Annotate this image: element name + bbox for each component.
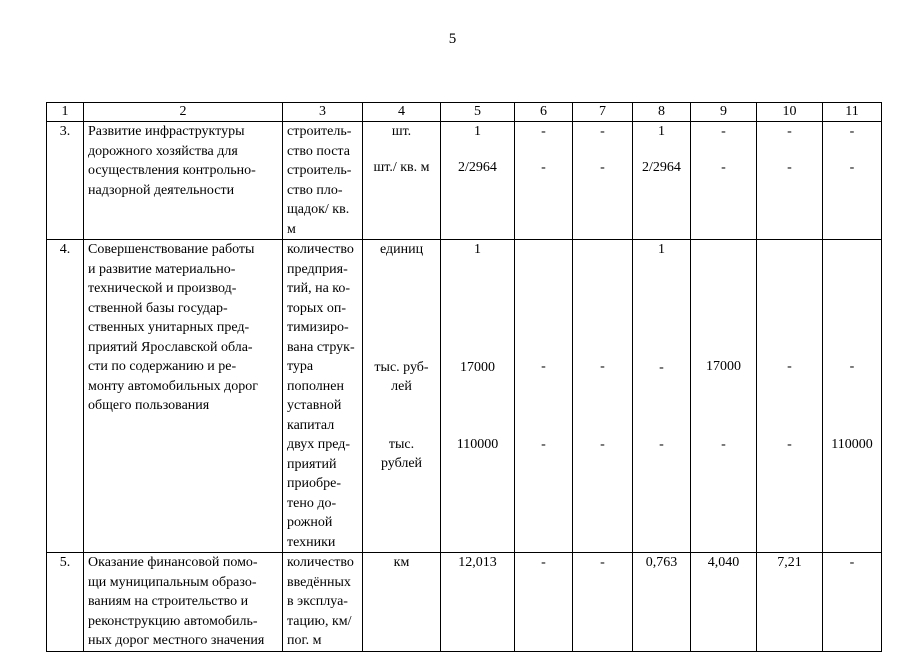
description-line: Оказание финансовой помо-	[88, 555, 258, 570]
value-cell	[441, 122, 515, 240]
description-line: щи муниципальным образо-	[88, 574, 257, 590]
col-header: 6	[515, 103, 573, 122]
value-cell	[633, 553, 691, 652]
row-indicator	[283, 122, 363, 240]
table-row	[47, 122, 882, 240]
col-header: 2	[84, 103, 283, 122]
value-cell	[823, 240, 882, 553]
cell-value: 1	[474, 124, 481, 139]
indicator-line: предприя-	[287, 261, 348, 277]
value-cell	[691, 553, 757, 652]
cell-value: -	[787, 436, 792, 452]
cell-value: -	[600, 436, 605, 452]
unit-value: тыс.	[388, 436, 415, 452]
row-number: 5.	[47, 553, 84, 652]
cell-value: -	[659, 437, 664, 452]
col-header: 10	[757, 103, 823, 122]
row-description	[84, 240, 283, 553]
table-row	[47, 240, 882, 553]
indicator-line: уставной	[287, 398, 342, 413]
cell-value: 1	[474, 242, 481, 257]
value-cell	[515, 553, 573, 652]
cell-value: 17000	[706, 359, 741, 374]
unit-value: шт./ кв. м	[373, 159, 430, 175]
indicator-line: тий, на ко-	[287, 281, 351, 296]
cell-value: -	[849, 159, 855, 175]
col-header: 11	[823, 103, 882, 122]
unit-value: рублей	[380, 456, 423, 471]
description-line: ственных унитарных пред-	[88, 320, 250, 335]
col-header: 5	[441, 103, 515, 122]
value-cell	[573, 122, 633, 240]
indicator-line: техники	[287, 534, 336, 550]
value-cell	[757, 240, 823, 553]
indicator-line: пополнен	[287, 378, 344, 394]
row-number: 4.	[47, 240, 84, 553]
cell-value: -	[849, 124, 855, 139]
cell-value: -	[541, 555, 546, 570]
cell-value: -	[541, 124, 546, 139]
col-header: 1	[47, 103, 84, 122]
indicator-line: тура	[287, 359, 314, 374]
indicator-line: тимизиро-	[287, 320, 349, 335]
description-line: сти по содержанию и ре-	[88, 359, 237, 374]
description-line: Совершенствование работы	[88, 242, 255, 257]
description-line: реконструкцию автомобиль-	[88, 613, 258, 629]
row-description	[84, 122, 283, 240]
row-unit	[363, 553, 441, 652]
description-line: ных дорог местного значения	[88, 633, 265, 648]
cell-value: 2/2964	[642, 159, 681, 175]
description-line: приятий Ярославской обла-	[88, 339, 253, 355]
cell-value: 1	[658, 124, 665, 139]
indicator-line: введённых	[287, 574, 351, 590]
value-cell	[823, 553, 882, 652]
value-cell	[633, 240, 691, 553]
col-header: 4	[363, 103, 441, 122]
data-table	[46, 102, 882, 652]
description-line: осуществления контрольно-	[88, 163, 256, 178]
indicator-line: рожной	[287, 515, 333, 530]
value-cell	[691, 122, 757, 240]
indicator-line: тацию, км/	[287, 613, 352, 629]
indicator-line: м	[287, 221, 296, 237]
indicator-line: приобре-	[287, 476, 341, 491]
cell-value: -	[600, 159, 605, 175]
cell-value: -	[721, 436, 726, 452]
description-line: технической и производ-	[88, 281, 237, 296]
row-unit	[363, 122, 441, 240]
unit-value: тыс. руб-	[374, 359, 429, 375]
unit-value: единиц	[379, 242, 424, 257]
table-header-row	[47, 103, 882, 122]
description-line: ваниям на строительство и	[88, 594, 249, 609]
table-row	[47, 553, 882, 652]
cell-value: 1	[658, 242, 665, 257]
row-indicator	[283, 240, 363, 553]
unit-value: км	[393, 555, 410, 570]
value-cell	[757, 553, 823, 652]
value-cell	[633, 122, 691, 240]
row-indicator	[283, 553, 363, 652]
cell-value: -	[600, 359, 605, 374]
row-description	[84, 553, 283, 652]
cell-value: 110000	[831, 436, 873, 452]
row-unit	[363, 240, 441, 553]
indicator-line: капитал	[287, 417, 335, 433]
page-number: 5	[448, 31, 457, 47]
value-cell	[441, 553, 515, 652]
col-header: 9	[691, 103, 757, 122]
cell-value: -	[659, 359, 664, 375]
cell-value: -	[721, 124, 726, 139]
cell-value: 4,040	[707, 555, 740, 570]
indicator-line: строитель-	[287, 163, 352, 178]
cell-value: -	[849, 555, 855, 570]
indicator-line: количество	[287, 242, 354, 257]
cell-value: -	[541, 159, 546, 175]
indicator-line: торых оп-	[287, 300, 346, 316]
indicator-line: ство пло-	[287, 182, 343, 198]
value-cell	[515, 122, 573, 240]
cell-value: -	[600, 555, 605, 570]
col-header: 3	[283, 103, 363, 122]
cell-value: -	[787, 159, 792, 175]
description-line: ственной базы государ-	[88, 300, 228, 316]
cell-value: -	[787, 124, 792, 139]
row-number: 3.	[47, 122, 84, 240]
cell-value: 0,763	[645, 555, 678, 570]
cell-value: -	[541, 436, 546, 452]
cell-value: 7,21	[777, 555, 802, 570]
value-cell	[691, 240, 757, 553]
value-cell	[573, 553, 633, 652]
cell-value: 17000	[460, 359, 495, 375]
description-line: надзорной деятельности	[88, 182, 235, 198]
indicator-line: приятий	[287, 456, 337, 472]
indicator-line: в эксплуа-	[287, 594, 348, 609]
description-line: Развитие инфраструктуры	[88, 124, 245, 139]
description-line: общего пользования	[88, 398, 210, 413]
value-cell	[441, 240, 515, 553]
indicator-line: вана струк-	[287, 339, 355, 355]
indicator-line: количество	[287, 555, 354, 570]
cell-value: -	[541, 359, 546, 374]
description-line: и развитие материально-	[88, 261, 236, 277]
description-line: дорожного хозяйства для	[88, 143, 238, 159]
value-cell	[515, 240, 573, 553]
value-cell	[573, 240, 633, 553]
cell-value: -	[787, 359, 792, 374]
indicator-line: двух пред-	[287, 437, 351, 452]
indicator-line: пог. м	[287, 633, 322, 648]
cell-value: 2/2964	[458, 159, 497, 175]
value-cell	[823, 122, 882, 240]
col-header: 7	[573, 103, 633, 122]
description-line: монту автомобильных дорог	[88, 378, 259, 394]
indicator-line: ство поста	[287, 143, 350, 159]
unit-value: шт.	[391, 124, 412, 139]
col-header: 8	[633, 103, 691, 122]
cell-value: -	[721, 159, 726, 175]
indicator-line: строитель-	[287, 124, 352, 139]
value-cell	[757, 122, 823, 240]
cell-value: -	[600, 124, 605, 139]
cell-value: -	[849, 359, 855, 374]
unit-value: лей	[391, 379, 412, 394]
indicator-line: тено до-	[287, 495, 337, 511]
cell-value: 12,013	[458, 555, 497, 570]
cell-value: 110000	[456, 437, 499, 452]
indicator-line: щадок/ кв.	[287, 202, 350, 217]
